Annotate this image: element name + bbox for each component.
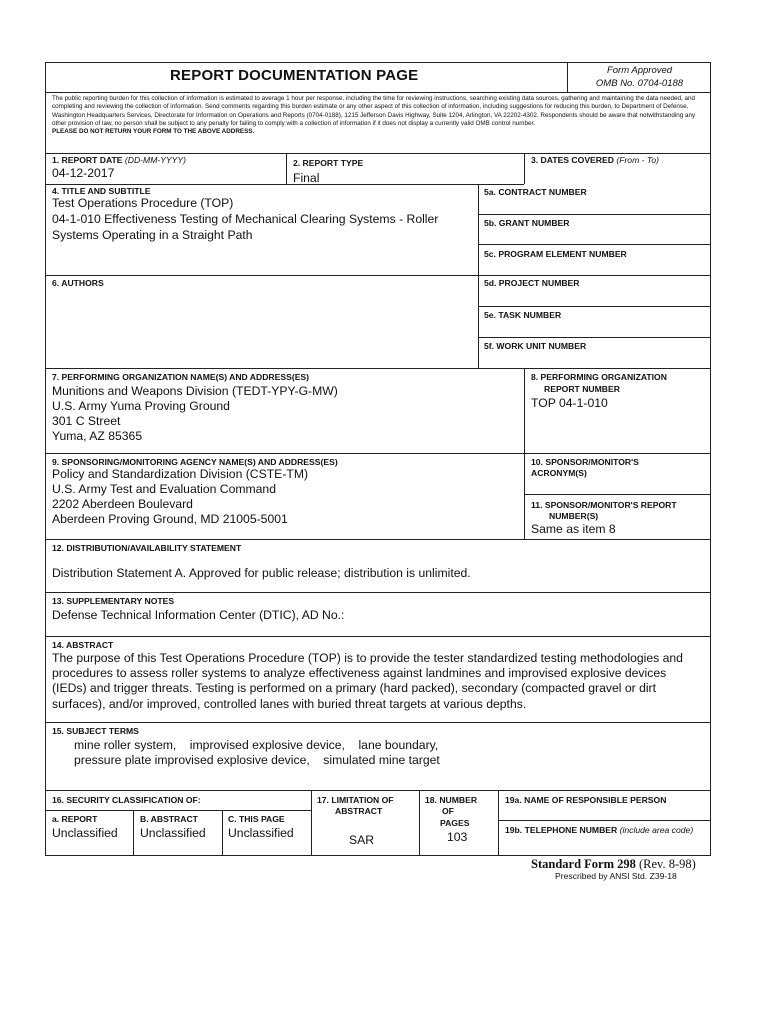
number-of-pages-label: 18. NUMBER [425, 795, 478, 805]
title-line-3: Systems Operating in a Straight Path [52, 228, 253, 242]
rule [45, 368, 711, 369]
performing-org-line-2: U.S. Army Yuma Proving Ground [52, 399, 230, 413]
abstract-class-value: Unclassified [140, 826, 206, 840]
performing-org-line-1: Munitions and Weapons Division (TEDT-YPY-G-MW) [52, 384, 338, 398]
work-unit-label: 5f. WORK UNIT NUMBER [484, 341, 587, 351]
rule [45, 636, 711, 637]
burden-text: The public reporting burden for this collection of information is estimated to average 1 hour per response, including the time for reviewing instructions, searching existing data sources, gathering and maintaining the data needed, and completing and reviewing the collection of information. Send comments regarding this burden estimate or any other aspect of this collection of information, including suggestions for reducing this burden, to Department of Defense, Washington Headquarters Services, Directorate for Information on Operations and Reports (0704-0188), 1215 Jefferson Davis Highway, Suite 1204, Arlington, VA 22202-4302. Respondents should be aware that notwithstanding any other provision of law, no person shall be subject to any penalty for failing to comply with a collection of information if it does not display a currently valid OMB control number. [52, 95, 696, 127]
rule [524, 368, 525, 539]
rule [45, 592, 711, 593]
form-approved-text: Form Approved [606, 65, 673, 76]
number-of-pages-label-3: PAGES [440, 818, 470, 828]
sf-name: Standard Form 298 [531, 857, 636, 871]
report-date-hint: (DD-MM-YYYY) [124, 155, 187, 165]
abstract-text [52, 651, 683, 712]
contract-number-label: 5a. CONTRACT NUMBER [484, 187, 587, 197]
subject-terms-line-2: pressure plate improvised explosive device, simulated mine target [74, 753, 440, 767]
subject-terms-label: 15. SUBJECT TERMS [52, 726, 139, 736]
rule [478, 214, 711, 215]
ansi-standard: Prescribed by ANSI Std. Z39-18 [555, 871, 677, 881]
performing-org-line-3: 301 C Street [52, 414, 121, 428]
rule [45, 153, 711, 154]
rule [419, 790, 420, 856]
telephone-label [505, 825, 693, 835]
sponsor-acronym-label: 10. SPONSOR/MONITOR'S [531, 457, 639, 467]
responsible-person-label: 19a. NAME OF RESPONSIBLE PERSON [505, 795, 667, 805]
limitation-value: SAR [349, 833, 375, 847]
supplementary-notes-value: Defense Technical Information Center (DTIC), AD No.: [52, 608, 345, 622]
rule [478, 337, 711, 338]
subject-terms-line-1: mine roller system, improvised explosive device, lane boundary, [74, 738, 439, 752]
sponsoring-agency-label: 9. SPONSORING/MONITORING AGENCY NAME(S) AND ADDRESS(ES) [52, 457, 338, 467]
page-title: REPORT DOCUMENTATION PAGE [170, 67, 419, 84]
distribution-label: 12. DISTRIBUTION/AVAILABILITY STATEMENT [52, 543, 242, 553]
report-class-label: a. REPORT [52, 814, 98, 824]
abstract-class-label: B. ABSTRACT [140, 814, 198, 824]
standard-form-number [531, 857, 696, 872]
rule [45, 790, 711, 791]
report-type-value: Final [293, 171, 320, 185]
dates-covered-label-text: 3. DATES COVERED [531, 155, 614, 165]
sponsor-report-number-label-2: NUMBER(S) [549, 511, 599, 521]
rule [45, 453, 711, 454]
burden-statement [52, 95, 706, 136]
perf-report-number-value: TOP 04-1-010 [531, 396, 608, 410]
sponsoring-agency-line-4: Aberdeen Proving Ground, MD 21005-5001 [52, 512, 288, 526]
limitation-label: 17. LIMITATION OF [317, 795, 394, 805]
dates-covered-label [531, 155, 659, 165]
omb-number: OMB No. 0704-0188 [595, 78, 684, 89]
dates-covered-hint: (From - To) [616, 155, 659, 165]
sponsor-acronym-label-2: ACRONYM(S) [531, 468, 587, 478]
limitation-label-2: ABSTRACT [335, 806, 383, 816]
rule [45, 92, 711, 93]
sponsoring-agency-line-3: 2202 Aberdeen Boulevard [52, 497, 193, 511]
title-line-1: Test Operations Procedure (TOP) [52, 196, 234, 210]
rule [222, 810, 223, 856]
form-approved-label [568, 64, 711, 90]
grant-number-label: 5b. GRANT NUMBER [484, 218, 570, 228]
rule [478, 244, 711, 245]
program-element-label: 5c. PROGRAM ELEMENT NUMBER [484, 249, 627, 259]
sf-rev: (Rev. 8-98) [639, 857, 696, 871]
title-subtitle-label: 4. TITLE AND SUBTITLE [52, 186, 151, 196]
abstract-line-3: (IEDs) and trigger threats. Testing is performed on a primary (hard packed), secondary (compacted gravel or dirt [52, 681, 656, 696]
abstract-line-1: The purpose of this Test Operations Procedure (TOP) is to provide the tester standardized testing methodologies and [52, 651, 683, 665]
perf-report-number-label: 8. PERFORMING ORGANIZATION [531, 372, 667, 382]
security-classification-label: 16. SECURITY CLASSIFICATION OF: [52, 795, 201, 805]
number-of-pages-value: 103 [447, 830, 468, 844]
report-date-value: 04-12-2017 [52, 166, 115, 180]
rule [286, 153, 287, 184]
telephone-hint: (include area code) [619, 825, 694, 835]
abstract-line-4: surfaces), and/or improved, controlled lanes with buried threat targets at various depths. [52, 696, 527, 711]
rule [133, 810, 134, 856]
rule [524, 494, 711, 495]
rule [45, 810, 311, 811]
rule [45, 184, 524, 185]
report-date-label-text: 1. REPORT DATE [52, 155, 123, 165]
sponsoring-agency-line-1: Policy and Standardization Division (CSTE-TM) [52, 467, 309, 481]
performing-org-line-4: Yuma, AZ 85365 [52, 429, 143, 443]
abstract-label: 14. ABSTRACT [52, 640, 114, 650]
rule [498, 820, 711, 821]
performing-org-label: 7. PERFORMING ORGANIZATION NAME(S) AND ADDRESS(ES) [52, 372, 310, 382]
return-warning: PLEASE DO NOT RETURN YOUR FORM TO THE ABOVE ADDRESS. [52, 128, 255, 136]
rule [498, 790, 499, 856]
report-type-label: 2. REPORT TYPE [293, 158, 364, 168]
project-number-label: 5d. PROJECT NUMBER [484, 278, 580, 288]
task-number-label: 5e. TASK NUMBER [484, 310, 562, 320]
sponsor-report-number-label: 11. SPONSOR/MONITOR'S REPORT [531, 500, 677, 510]
sponsoring-agency-line-2: U.S. Army Test and Evaluation Command [52, 482, 276, 496]
this-page-class-value: Unclassified [228, 826, 294, 840]
abstract-line-2: procedures to assess roller systems to analyze effectiveness against landmines and improvised explosive devices [52, 666, 667, 681]
rule [311, 790, 312, 856]
report-date-label [52, 155, 186, 165]
telephone-label-text: 19b. TELEPHONE NUMBER [505, 825, 618, 835]
this-page-class-label: C. THIS PAGE [228, 814, 285, 824]
distribution-statement: Distribution Statement A. Approved for public release; distribution is unlimited. [52, 566, 471, 580]
perf-report-number-label-2: REPORT NUMBER [544, 384, 620, 394]
supplementary-notes-label: 13. SUPPLEMENTARY NOTES [52, 596, 175, 606]
rule [478, 306, 711, 307]
rule [524, 153, 525, 184]
number-of-pages-label-2: OF [442, 806, 454, 816]
rule [45, 722, 711, 723]
rule [45, 275, 711, 276]
authors-label: 6. AUTHORS [52, 278, 104, 288]
report-class-value: Unclassified [52, 826, 118, 840]
rule [478, 184, 479, 368]
title-line-2: 04-1-010 Effectiveness Testing of Mechanical Clearing Systems - Roller [52, 212, 439, 226]
rule [45, 539, 711, 540]
sponsor-report-number-value: Same as item 8 [531, 522, 616, 536]
